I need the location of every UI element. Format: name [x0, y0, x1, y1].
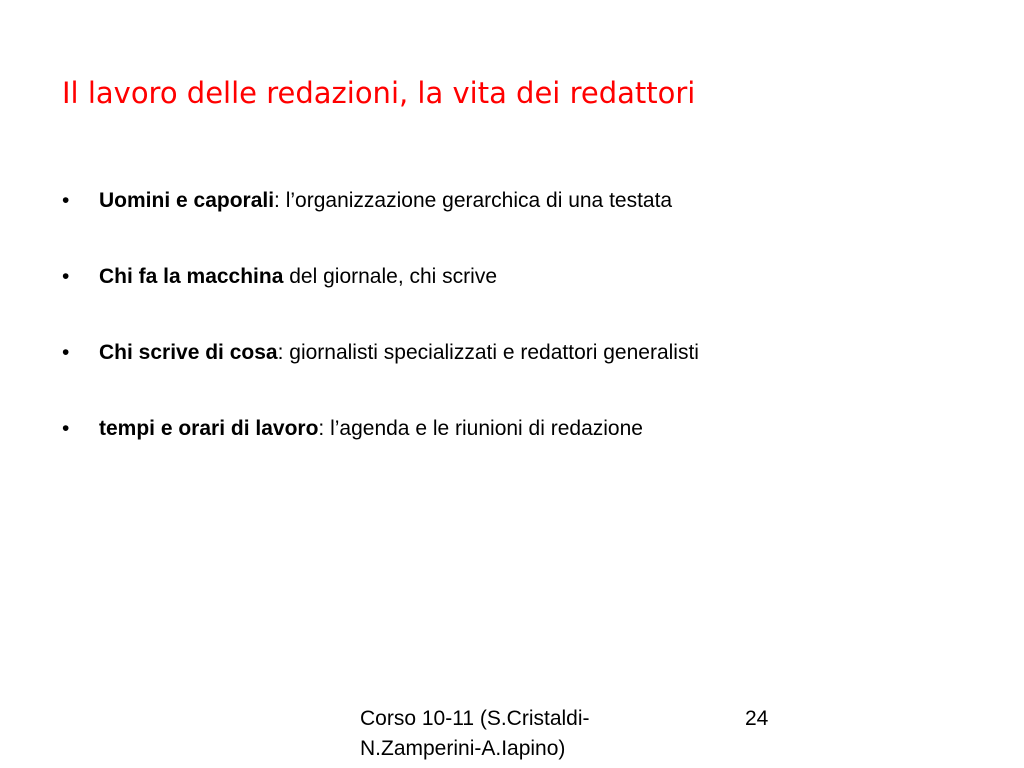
bullet-dot: • [62, 417, 70, 440]
footer-line-1: Corso 10-11 (S.Cristaldi- [360, 707, 590, 730]
footer-course [360, 704, 590, 764]
bullet-item [62, 260, 962, 298]
bullet-item [62, 412, 962, 450]
bullet-bold: tempi e orari di lavoro [99, 417, 319, 440]
bullet-rest: del giornale, chi scrive [283, 265, 498, 288]
bullet-dot: • [62, 189, 70, 212]
footer-line-2: N.Zamperini-A.Iapino) [360, 737, 566, 760]
bullet-item [62, 336, 962, 374]
bullet-dot: • [62, 341, 70, 364]
slide-title: Il lavoro delle redazioni, la vita dei redattori [62, 76, 696, 110]
bullet-text [99, 412, 643, 446]
bullet-dot: • [62, 265, 70, 288]
bullet-bold: Uomini e caporali [99, 189, 275, 212]
page-number: 24 [745, 707, 769, 730]
bullet-item [62, 184, 962, 222]
bullet-rest: : giornalisti specializzati e redattori generalisti [277, 341, 699, 364]
bullet-text [99, 184, 672, 218]
bullet-bold: Chi fa la macchina [99, 265, 284, 288]
bullet-list [62, 184, 962, 488]
bullet-text [99, 336, 699, 370]
bullet-text [99, 260, 497, 294]
bullet-rest: : l’organizzazione gerarchica di una testata [274, 189, 673, 212]
bullet-rest: : l’agenda e le riunioni di redazione [318, 417, 643, 440]
bullet-bold: Chi scrive di cosa [99, 341, 278, 364]
